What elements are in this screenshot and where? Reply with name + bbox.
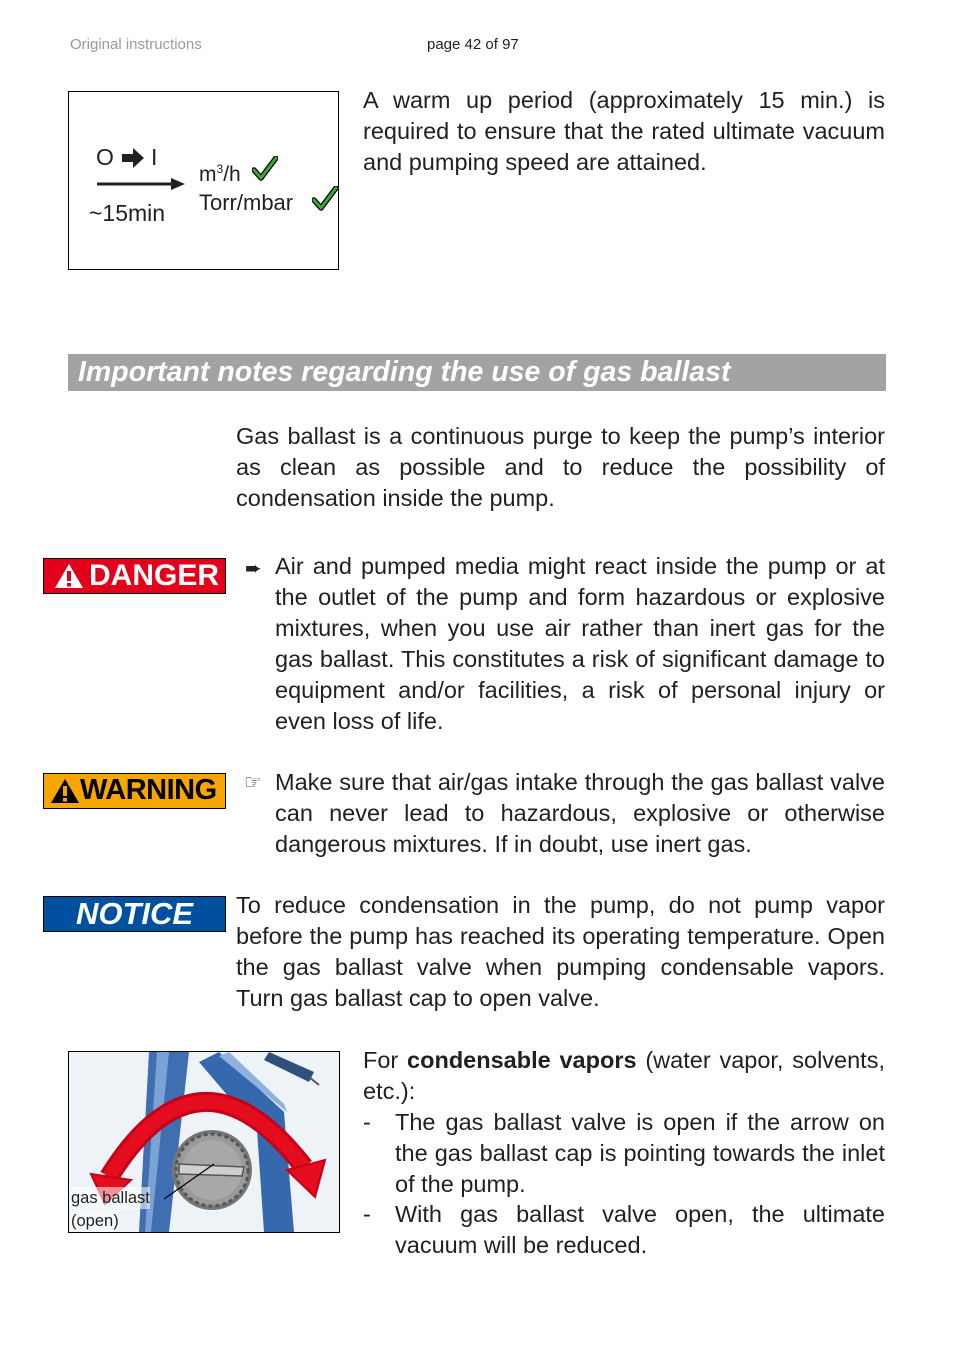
pointing-hand-icon: ☞ xyxy=(244,772,262,794)
notice-label: NOTICE xyxy=(75,896,194,931)
danger-badge xyxy=(43,558,226,594)
gas-ballast-intro: Gas ballast is a continuous purge to keep the pump’s interior as clean as possible and to reduce the possibility of condensation inside the pump. xyxy=(236,423,885,511)
warmup-duration: ~15min xyxy=(89,200,166,226)
list-dash: - xyxy=(363,1109,371,1135)
list-item-text: With gas ballast valve open, the ultimate vacuum will be reduced. xyxy=(395,1201,885,1258)
checkmark-icon xyxy=(252,156,278,182)
hazard-triangle-icon xyxy=(54,563,84,589)
right-arrow-icon xyxy=(121,147,145,169)
hazard-triangle-icon xyxy=(50,778,80,804)
pressure-unit: Torr/mbar xyxy=(199,190,294,215)
notice-text: To reduce condensation in the pump, do not pump vapor before the pump has reached its operating temperature. Open the gas ballast valve when pumping condensable vapors. Turn gas ballast cap to open valve. xyxy=(236,892,885,1011)
warning-badge xyxy=(43,773,226,809)
warning-text: Make sure that air/gas intake through the gas ballast valve can never lead to hazardous, explosive or otherwise dangerous mixtures. If in doubt, use inert gas. xyxy=(275,769,885,857)
time-arrow-icon xyxy=(97,177,185,191)
condensable-lead: For condensable vapors (water vapor, solvents, etc.): xyxy=(363,1047,885,1104)
arrow-bullet-icon: ➨ xyxy=(245,558,262,580)
notice-badge xyxy=(43,896,226,932)
list-dash: - xyxy=(363,1201,371,1227)
danger-text: Air and pumped media might react inside the pump or at the outlet of the pump and form hazardous or explosive mixtures, when you use air rather than inert gas for the gas ballast. This constitutes a risk of significant damage to equipment and/or facilities, a risk of personal injury or even loss of life. xyxy=(275,553,885,734)
switch-off-label: O xyxy=(96,144,114,170)
gas-ballast-photo xyxy=(68,1051,340,1233)
danger-label: DANGER xyxy=(89,559,220,592)
flow-unit: $m^3/h$ xyxy=(199,162,241,186)
checkmark-icon xyxy=(312,186,338,212)
warmup-paragraph: A warm up period (approximately 15 min.) is required to ensure that the rated ultimate vacuum and pumping speed are attained. xyxy=(363,87,885,175)
list-item xyxy=(363,1199,885,1261)
section-heading-bar xyxy=(68,354,886,391)
list-item-text: The gas ballast valve is open if the arrow on the gas ballast cap is pointing towards the inlet of the pump. xyxy=(395,1109,885,1197)
list-item xyxy=(363,1107,885,1200)
gas-ballast-state-label: (open) xyxy=(71,1212,119,1230)
warning-label: WARNING xyxy=(80,774,217,806)
gas-ballast-label: gas ballast xyxy=(71,1189,150,1207)
header-page-number: page 42 of 97 xyxy=(427,36,519,53)
switch-on-label: I xyxy=(151,144,158,170)
header-document-type: Original instructions xyxy=(70,36,202,53)
section-title: Important notes regarding the use of gas ballast xyxy=(78,356,731,388)
warmup-figure xyxy=(68,91,339,270)
